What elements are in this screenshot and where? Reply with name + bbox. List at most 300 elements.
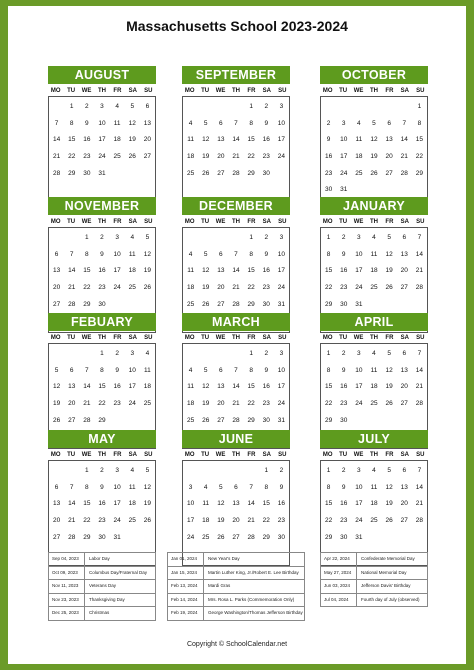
- day-cell: 16: [98, 500, 106, 508]
- day-cell: 20: [217, 399, 225, 407]
- day-cell: 23: [262, 283, 270, 291]
- day-cell: 18: [186, 399, 195, 407]
- day-cell: 18: [186, 283, 195, 291]
- weekday-header: [182, 217, 290, 227]
- day-cell: 22: [83, 516, 91, 524]
- day-cell: 2: [279, 467, 284, 474]
- holiday-row: [167, 607, 305, 621]
- day-cell: 17: [186, 516, 195, 524]
- day-cell: [64, 463, 79, 480]
- day-cell: 1: [100, 350, 104, 357]
- day-cell: 19: [217, 516, 225, 524]
- day-cell: 25: [143, 399, 152, 407]
- day-cell: 5: [387, 234, 391, 241]
- day-cell: 2: [326, 119, 331, 127]
- holiday-table: [48, 552, 156, 621]
- weekday-label: FR: [247, 219, 256, 225]
- day-cell: 18: [128, 500, 136, 508]
- weekday-label: SA: [128, 88, 138, 94]
- day-cell: 14: [52, 136, 61, 144]
- day-cell: 7: [234, 119, 238, 127]
- day-cell: 16: [113, 383, 121, 391]
- day-cell: 24: [355, 283, 363, 291]
- weekday-label: MO: [184, 88, 195, 94]
- holiday-date: Feb 13, 2024: [168, 580, 204, 593]
- day-cell: 11: [128, 483, 136, 491]
- day-cell: 1: [326, 350, 331, 357]
- weekday-label: FR: [385, 219, 394, 225]
- day-cell: 24: [98, 152, 106, 160]
- day-cell: 23: [113, 399, 121, 407]
- day-cell: 11: [370, 250, 378, 258]
- day-cell: 10: [98, 119, 106, 127]
- weekday-label: FR: [385, 335, 394, 341]
- day-cell: 27: [217, 300, 225, 308]
- day-cell: 4: [188, 366, 193, 374]
- weekday-header: [320, 217, 428, 227]
- day-cell: 27: [52, 300, 61, 308]
- day-cell: 12: [385, 250, 393, 258]
- day-cell: [412, 530, 427, 547]
- day-cell: [366, 297, 381, 314]
- day-cell: 23: [262, 399, 270, 407]
- month-febuary: [48, 313, 156, 449]
- day-cell: [412, 297, 427, 314]
- day-cell: 30: [340, 300, 348, 308]
- weekday-label: WE: [215, 335, 226, 341]
- day-cell: 7: [54, 119, 59, 127]
- day-cell: 17: [355, 267, 363, 275]
- day-cell: 29: [415, 169, 424, 177]
- day-cell: [198, 463, 213, 480]
- day-cell: 3: [357, 350, 361, 357]
- day-grid: [320, 96, 428, 202]
- day-cell: 6: [402, 467, 407, 474]
- weekday-label: SA: [128, 335, 138, 341]
- day-cell: 14: [232, 136, 240, 144]
- day-cell: 20: [400, 383, 408, 391]
- weekday-label: MO: [50, 335, 61, 341]
- day-cell: 11: [187, 136, 194, 144]
- day-cell: 26: [370, 169, 378, 177]
- day-cell: 31: [277, 416, 286, 424]
- day-cell: [244, 463, 259, 480]
- day-cell: [213, 99, 228, 116]
- day-cell: 14: [415, 366, 424, 374]
- weekday-label: FR: [247, 335, 256, 341]
- day-cell: [64, 346, 79, 363]
- day-cell: [125, 297, 140, 314]
- weekday-label: TU: [339, 219, 348, 225]
- weekday-label: SU: [278, 335, 287, 341]
- day-cell: 17: [277, 267, 286, 275]
- day-cell: [140, 530, 155, 547]
- day-cell: 18: [202, 516, 210, 524]
- holiday-row: [167, 594, 305, 608]
- day-cell: [366, 99, 381, 116]
- weekday-label: SU: [416, 219, 425, 225]
- month-header: JULY: [320, 430, 428, 448]
- weekday-label: TU: [67, 88, 76, 94]
- day-cell: 29: [68, 169, 76, 177]
- weekday-label: TH: [369, 335, 378, 341]
- day-cell: [198, 99, 213, 116]
- day-cell: [382, 413, 397, 430]
- day-cell: 14: [68, 267, 76, 275]
- day-cell: 2: [264, 350, 269, 357]
- day-cell: 5: [203, 366, 208, 374]
- day-cell: 14: [400, 136, 408, 144]
- day-cell: 2: [100, 467, 104, 474]
- day-cell: [397, 413, 412, 430]
- month-may: [48, 430, 156, 566]
- day-cell: 18: [355, 152, 363, 160]
- day-cell: 3: [279, 350, 284, 357]
- month-september: [182, 66, 290, 202]
- month-june: [182, 430, 290, 566]
- day-cell: 2: [341, 467, 346, 474]
- weekday-label: MO: [50, 88, 61, 94]
- day-cell: 3: [357, 467, 361, 474]
- weekday-label: SA: [262, 452, 272, 458]
- weekday-label: TH: [369, 452, 378, 458]
- day-cell: 30: [262, 169, 270, 177]
- day-cell: 26: [143, 516, 152, 524]
- weekday-label: SA: [262, 219, 272, 225]
- weekday-label: FR: [385, 452, 394, 458]
- day-cell: 7: [417, 467, 422, 474]
- day-cell: [321, 99, 336, 116]
- day-cell: 25: [186, 169, 195, 177]
- day-cell: 21: [68, 283, 76, 291]
- weekday-header: [320, 450, 428, 460]
- day-cell: 9: [115, 366, 119, 374]
- weekday-label: WE: [353, 219, 364, 225]
- day-cell: 19: [202, 399, 210, 407]
- day-cell: 1: [69, 103, 74, 110]
- day-cell: 1: [85, 467, 89, 474]
- day-cell: [228, 463, 243, 480]
- day-cell: 2: [341, 234, 346, 241]
- day-cell: 24: [355, 516, 363, 524]
- day-cell: 21: [232, 399, 240, 407]
- day-cell: 7: [69, 250, 74, 258]
- day-cell: [228, 99, 243, 116]
- weekday-label: TU: [67, 452, 76, 458]
- day-cell: 25: [128, 516, 136, 524]
- day-cell: [213, 346, 228, 363]
- weekday-label: WE: [81, 88, 92, 94]
- day-cell: 26: [217, 533, 225, 541]
- day-cell: 27: [217, 416, 225, 424]
- day-cell: 19: [202, 152, 210, 160]
- day-cell: 10: [355, 366, 363, 374]
- day-cell: [382, 530, 397, 547]
- day-cell: 24: [277, 283, 286, 291]
- weekday-label: TU: [67, 219, 76, 225]
- holiday-row: [48, 607, 156, 621]
- day-cell: [412, 413, 427, 430]
- holiday-row: [320, 580, 428, 594]
- day-cell: [140, 166, 155, 183]
- day-cell: 8: [326, 366, 331, 374]
- day-cell: 8: [249, 250, 253, 258]
- day-cell: [110, 166, 125, 183]
- day-cell: 12: [385, 483, 393, 491]
- day-cell: 9: [85, 119, 89, 127]
- day-cell: 30: [340, 416, 348, 424]
- weekday-label: FR: [247, 88, 256, 94]
- day-cell: 26: [385, 516, 393, 524]
- weekday-label: SA: [128, 452, 138, 458]
- holiday-name: Mrs. Rosa L. Parks (Commemoration Only): [208, 596, 295, 602]
- day-cell: 6: [145, 103, 150, 110]
- day-cell: 6: [219, 250, 223, 258]
- day-cell: 4: [130, 234, 135, 241]
- weekday-label: SA: [262, 335, 272, 341]
- day-cell: 16: [277, 500, 286, 508]
- day-cell: 2: [264, 234, 269, 241]
- day-cell: 30: [262, 300, 270, 308]
- day-cell: 20: [217, 283, 225, 291]
- day-cell: 31: [277, 300, 286, 308]
- weekday-label: SA: [400, 335, 410, 341]
- weekday-label: TH: [231, 88, 240, 94]
- day-cell: 24: [340, 169, 348, 177]
- weekday-label: TH: [97, 452, 106, 458]
- day-cell: 4: [357, 119, 361, 127]
- day-cell: 23: [262, 152, 270, 160]
- day-cell: [49, 463, 64, 480]
- day-cell: 8: [249, 119, 253, 127]
- day-cell: 17: [355, 383, 363, 391]
- day-cell: 26: [385, 399, 393, 407]
- day-cell: 13: [217, 383, 225, 391]
- day-cell: 21: [400, 152, 408, 160]
- day-cell: 19: [143, 267, 152, 275]
- weekday-label: WE: [215, 88, 226, 94]
- day-cell: 24: [186, 533, 195, 541]
- day-cell: 8: [100, 366, 104, 374]
- day-cell: 11: [202, 500, 210, 508]
- weekday-label: SA: [400, 452, 410, 458]
- day-cell: [366, 530, 381, 547]
- weekday-label: MO: [50, 452, 61, 458]
- day-cell: 1: [326, 234, 331, 241]
- day-cell: 17: [355, 500, 363, 508]
- day-cell: 14: [232, 267, 240, 275]
- day-cell: 29: [247, 169, 255, 177]
- day-cell: 24: [355, 399, 363, 407]
- day-cell: 12: [128, 119, 136, 127]
- day-cell: 25: [370, 399, 378, 407]
- weekday-label: MO: [184, 452, 195, 458]
- day-cell: 1: [249, 103, 253, 110]
- day-cell: [110, 413, 125, 430]
- day-cell: [382, 297, 397, 314]
- holiday-row: [48, 567, 156, 581]
- weekday-label: MO: [184, 219, 195, 225]
- day-cell: 5: [372, 119, 376, 127]
- weekday-label: MO: [184, 335, 195, 341]
- day-cell: 21: [415, 383, 424, 391]
- day-cell: 6: [54, 250, 59, 258]
- day-cell: 18: [128, 267, 136, 275]
- day-grid: [48, 460, 156, 566]
- day-cell: 3: [341, 119, 346, 127]
- holiday-name: Christmas: [89, 610, 110, 615]
- day-cell: 18: [370, 383, 378, 391]
- weekday-label: TH: [231, 335, 240, 341]
- day-cell: [125, 166, 140, 183]
- weekday-label: MO: [322, 219, 333, 225]
- day-cell: 5: [145, 234, 150, 241]
- weekday-label: FR: [385, 88, 394, 94]
- day-cell: 12: [217, 500, 225, 508]
- day-cell: 10: [113, 250, 121, 258]
- weekday-label: MO: [50, 219, 61, 225]
- day-cell: 27: [385, 169, 393, 177]
- holiday-table: [167, 552, 305, 621]
- day-cell: 7: [85, 366, 89, 374]
- day-cell: 9: [341, 483, 346, 491]
- weekday-label: TH: [97, 88, 106, 94]
- weekday-label: SA: [400, 219, 410, 225]
- day-cell: 8: [264, 483, 269, 491]
- weekday-label: SU: [144, 452, 153, 458]
- day-cell: [351, 413, 366, 430]
- weekday-label: MO: [322, 88, 333, 94]
- day-cell: 8: [326, 483, 331, 491]
- day-cell: 6: [69, 366, 74, 374]
- day-cell: 17: [277, 136, 286, 144]
- day-cell: [382, 99, 397, 116]
- day-cell: 23: [83, 152, 91, 160]
- holiday-name: George Washington/Thomas Jefferson Birthday: [208, 610, 303, 615]
- day-cell: 6: [219, 366, 223, 374]
- day-cell: 10: [355, 483, 363, 491]
- day-cell: 13: [400, 250, 408, 258]
- day-cell: 20: [52, 516, 61, 524]
- day-cell: 4: [188, 250, 193, 258]
- holiday-date: Jan 15, 2024: [168, 567, 204, 580]
- weekday-label: FR: [113, 219, 122, 225]
- day-cell: [336, 99, 351, 116]
- day-cell: 19: [385, 383, 393, 391]
- day-cell: 30: [83, 169, 91, 177]
- day-cell: 30: [277, 533, 286, 541]
- day-cell: 27: [68, 416, 76, 424]
- month-header: DECEMBER: [182, 197, 290, 215]
- day-cell: [397, 530, 412, 547]
- holiday-name: Fourth day of July (observed): [361, 596, 420, 602]
- holiday-name: Martin Luther King, Jr./Robert E. Lee Birthday: [208, 569, 299, 575]
- day-cell: 5: [219, 483, 223, 491]
- day-cell: 28: [415, 283, 424, 291]
- day-cell: 31: [98, 169, 106, 177]
- month-header: SEPTEMBER: [182, 66, 290, 84]
- day-cell: 26: [52, 416, 61, 424]
- day-cell: 10: [277, 250, 286, 258]
- weekday-label: WE: [353, 335, 364, 341]
- day-cell: 2: [341, 350, 346, 357]
- day-cell: 24: [277, 152, 286, 160]
- weekday-label: SU: [144, 88, 153, 94]
- day-cell: 19: [370, 152, 378, 160]
- day-cell: 21: [415, 500, 424, 508]
- day-cell: 13: [52, 267, 61, 275]
- day-cell: 4: [372, 467, 376, 474]
- day-cell: 27: [400, 516, 408, 524]
- day-cell: 20: [52, 283, 61, 291]
- day-cell: 11: [144, 366, 151, 374]
- day-cell: 31: [340, 186, 348, 194]
- day-cell: 14: [415, 483, 424, 491]
- weekday-header: [320, 333, 428, 343]
- day-cell: 25: [186, 300, 195, 308]
- month-april: [320, 313, 428, 449]
- day-cell: 18: [370, 500, 378, 508]
- day-cell: 4: [188, 119, 193, 127]
- holiday-date: Jun 03, 2024: [321, 580, 357, 593]
- day-cell: 12: [52, 383, 61, 391]
- day-cell: [183, 346, 198, 363]
- day-cell: 12: [143, 483, 152, 491]
- day-cell: 3: [100, 103, 104, 110]
- day-cell: [125, 530, 140, 547]
- weekday-label: SU: [278, 452, 287, 458]
- day-cell: 4: [145, 350, 150, 357]
- day-cell: 6: [219, 119, 223, 127]
- day-cell: 22: [324, 283, 333, 291]
- day-cell: 14: [68, 500, 76, 508]
- day-cell: 8: [249, 366, 253, 374]
- day-cell: 19: [202, 283, 210, 291]
- day-cell: 29: [324, 416, 333, 424]
- day-cell: 13: [143, 119, 152, 127]
- day-cell: 8: [85, 250, 89, 258]
- day-cell: [49, 230, 64, 247]
- day-cell: 17: [277, 383, 286, 391]
- weekday-label: FR: [113, 452, 122, 458]
- day-cell: 9: [326, 136, 331, 144]
- day-cell: 24: [128, 399, 136, 407]
- day-cell: [198, 346, 213, 363]
- day-cell: 17: [98, 136, 106, 144]
- day-cell: [274, 166, 289, 183]
- holiday-date: Feb 14, 2024: [168, 594, 204, 607]
- holiday-name: Veterans Day: [89, 583, 117, 588]
- day-cell: 11: [355, 136, 363, 144]
- day-cell: 25: [202, 533, 210, 541]
- day-cell: [366, 413, 381, 430]
- day-cell: 29: [247, 416, 255, 424]
- weekday-header: [48, 333, 156, 343]
- day-cell: 3: [115, 467, 119, 474]
- day-grid: [182, 96, 290, 202]
- weekday-label: TH: [231, 219, 240, 225]
- weekday-label: WE: [81, 335, 92, 341]
- day-cell: 20: [143, 136, 152, 144]
- day-cell: 28: [232, 416, 240, 424]
- day-cell: 24: [113, 516, 121, 524]
- holiday-name: Jefferson Davis' Birthday: [361, 583, 411, 588]
- day-cell: 4: [203, 483, 208, 491]
- holiday-table: [320, 552, 428, 607]
- day-cell: [183, 99, 198, 116]
- day-cell: [228, 230, 243, 247]
- day-cell: 27: [52, 533, 61, 541]
